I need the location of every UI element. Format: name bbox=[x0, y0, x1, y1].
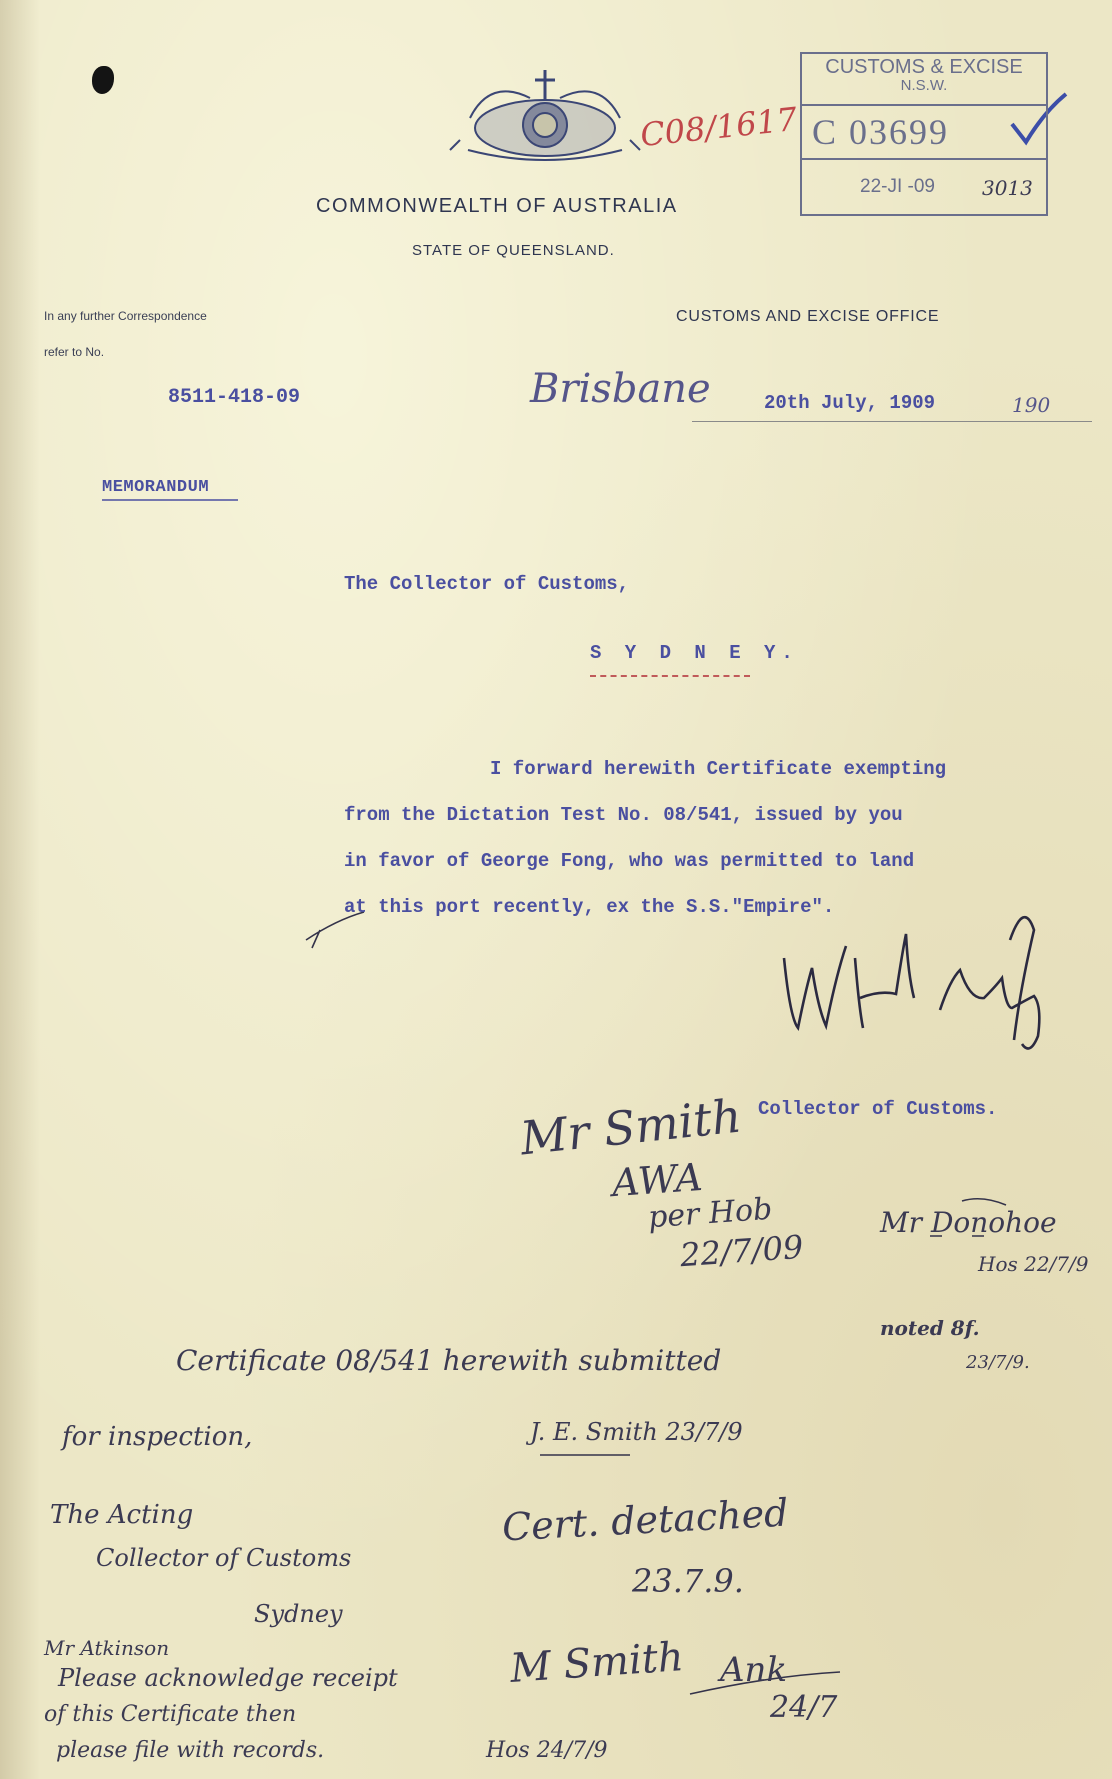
note-m-smith: M Smith bbox=[508, 1633, 686, 1693]
city-underline bbox=[590, 675, 750, 677]
note-please-acknowledge: Please acknowledge receipt bbox=[58, 1664, 398, 1692]
date-rule bbox=[692, 421, 1092, 422]
letter-date: 20th July, 1909 bbox=[764, 392, 936, 414]
note-date-3: 23.7.9. bbox=[632, 1562, 744, 1600]
note-mr-smith: Mr Smith bbox=[517, 1088, 744, 1166]
note-please-file: please file with records. bbox=[56, 1738, 325, 1763]
addressee-city: S Y D N E Y. bbox=[590, 642, 799, 664]
note-hos-2: Hos 24/7/9 bbox=[486, 1738, 608, 1763]
office-name: CUSTOMS AND EXCISE OFFICE bbox=[676, 308, 940, 325]
note-collector: Collector of Customs bbox=[96, 1544, 352, 1572]
stamp-line1: CUSTOMS & EXCISE bbox=[825, 56, 1023, 78]
reference-number: 8511-418-09 bbox=[168, 386, 301, 409]
note-hos-1: Hos 22/7/9 bbox=[978, 1252, 1089, 1276]
body-line-3: in favor of George Fong, who was permitted to land bbox=[344, 850, 915, 872]
stamp-line2: N.S.W. bbox=[900, 77, 948, 94]
note-for-inspection: for inspection, bbox=[62, 1422, 253, 1452]
note-certificate-submitted: Certificate 08/541 herewith submitted bbox=[176, 1344, 722, 1377]
note-awa: AWA bbox=[610, 1154, 704, 1206]
signature-scribble bbox=[784, 917, 1039, 1048]
note-sydney: Sydney bbox=[254, 1600, 343, 1628]
note-date-1: 22/7/09 bbox=[678, 1227, 805, 1275]
addressee-name: The Collector of Customs, bbox=[344, 573, 630, 595]
stamp-date: 22-JI -09 bbox=[860, 176, 935, 197]
place-name: Brisbane bbox=[530, 366, 711, 412]
note-ank: Ank bbox=[720, 1650, 788, 1690]
note-je-smith: J. E. Smith 23/7/9 bbox=[530, 1418, 743, 1446]
correspondence-refer: refer to No. bbox=[44, 345, 105, 359]
body-line-4: at this port recently, ex the S.S."Empire". bbox=[344, 896, 835, 918]
correspondence-note: In any further Correspondence bbox=[44, 309, 207, 323]
file-reference-note: C08/1617 bbox=[638, 99, 799, 155]
note-mr-atkinson: Mr Atkinson bbox=[44, 1636, 170, 1660]
stamp-tick-note: 3013 bbox=[982, 176, 1033, 200]
note-per-hob: per Hob bbox=[646, 1191, 774, 1236]
signature-title: Collector of Customs. bbox=[758, 1098, 998, 1120]
body-line-1: I forward herewith Certificate exempting bbox=[490, 758, 947, 780]
body-line-2: from the Dictation Test No. 08/541, issued by you bbox=[344, 804, 903, 826]
note-noted: noted 8f. bbox=[880, 1316, 980, 1340]
note-cert-detached: Cert. detached bbox=[501, 1490, 790, 1550]
note-mr-donohoe: Mr Donohoe bbox=[880, 1206, 1057, 1239]
note-acting: The Acting bbox=[50, 1500, 194, 1530]
note-of-this-certificate: of this Certificate then bbox=[44, 1702, 297, 1727]
year-prefix: 190 bbox=[1012, 393, 1051, 417]
memorandum-label: MEMORANDUM bbox=[102, 478, 210, 497]
letterhead-state: STATE OF QUEENSLAND. bbox=[412, 242, 615, 259]
note-date-4: 24/7 bbox=[770, 1690, 838, 1725]
letterhead-commonwealth: COMMONWEALTH OF AUSTRALIA bbox=[316, 195, 678, 217]
stamp-number: C 03699 bbox=[802, 104, 1046, 160]
note-date-2: 23/7/9. bbox=[966, 1352, 1030, 1373]
